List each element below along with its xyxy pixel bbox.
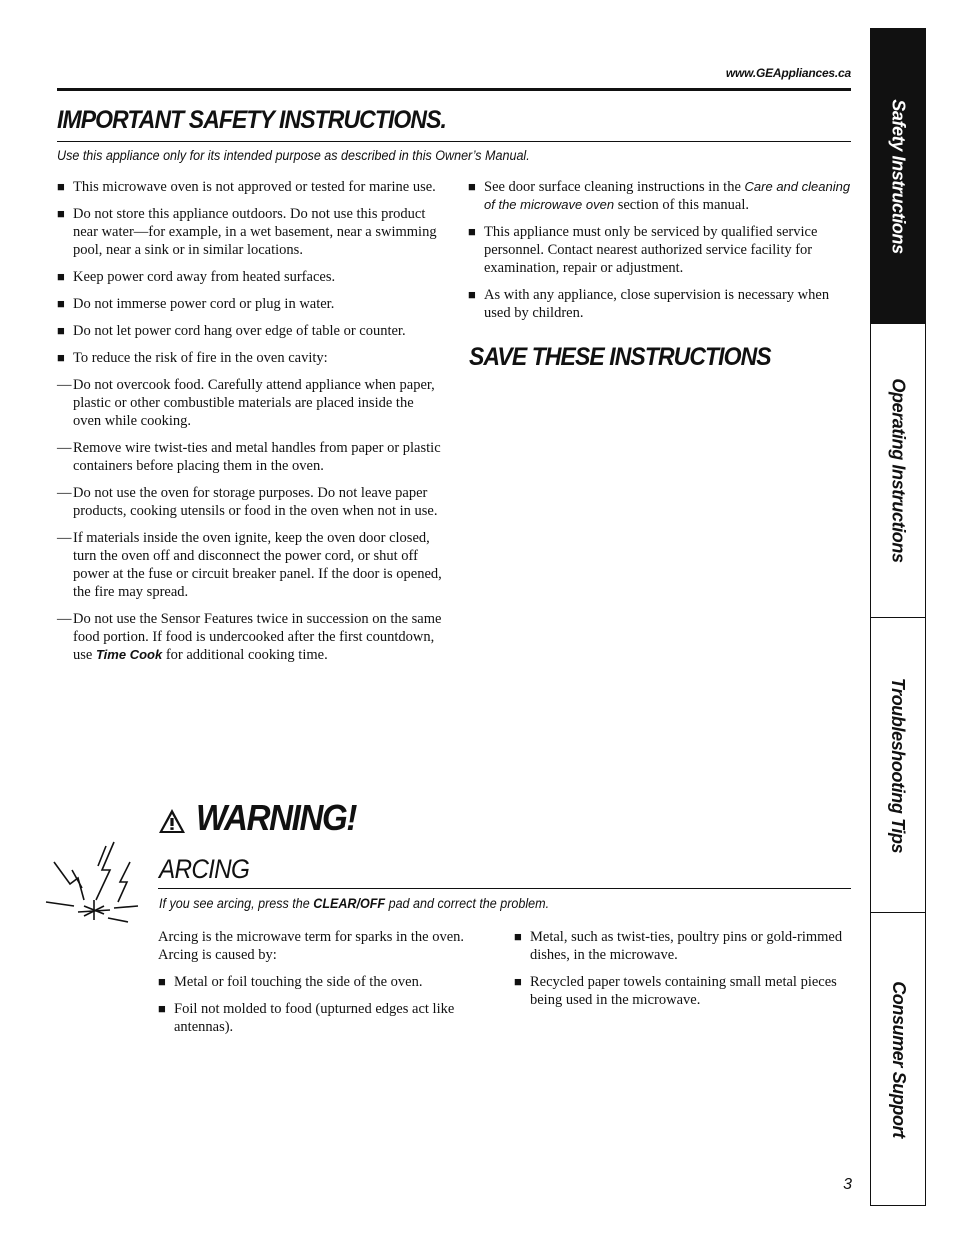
sub-list-item: — Do not use the oven for storage purposes. Do not leave paper products, cooking utensils or food in the oven when not in use. [57,485,438,519]
bullet-marker: ■ [57,296,65,311]
bullet-marker: ■ [57,179,65,194]
bullet-marker: ■ [468,287,476,302]
warning-title: WARNING! [196,797,357,838]
arcing-spark-icon [44,840,144,924]
arcing-right-column [514,928,844,1018]
dash-marker: — [57,485,72,501]
arcing-note: If you see arcing, press the CLEAR/OFF pad and correct the problem. [159,896,550,911]
tab-safety-instructions[interactable]: Safety Instructions [871,29,925,324]
bullet-marker: ■ [57,206,65,221]
website-url: www.GEAppliances.ca [725,66,851,80]
bullet-marker: ■ [158,974,166,989]
list-item: ■ Foil not molded to food (upturned edges act like antennas). [158,1001,455,1035]
arcing-rule [158,888,851,889]
dash-marker: — [57,611,72,627]
sub-list-item: — If materials inside the oven ignite, keep the oven door closed, turn the oven off and disconnect the power cord, or shut off power at the fuse or circuit breaker panel. If the door is opened, the fire may spread. [57,530,442,600]
arcing-heading: ARCING [159,854,250,884]
page-title: IMPORTANT SAFETY INSTRUCTIONS. [57,106,446,134]
sub-list-item: — Remove wire twist-ties and metal handles from paper or plastic containers before placing them in the oven. [57,440,441,474]
side-tab-bar [870,28,926,1206]
list-item: ■ As with any appliance, close supervision is necessary when used by children. [468,287,830,321]
title-rule [57,141,851,142]
list-item: ■ Metal, such as twist-ties, poultry pins or gold-rimmed dishes, in the microwave. [514,929,843,963]
tab-consumer-support[interactable]: Consumer Support [888,980,909,1138]
list-item: ■ This appliance must only be serviced by qualified service personnel. Contact nearest authorized service facility for examination, repair or adjustment. [468,224,818,276]
save-instructions-heading: SAVE THESE INSTRUCTIONS [469,343,771,371]
tab-troubleshooting-tips[interactable]: Troubleshooting Tips [871,618,925,913]
warning-triangle-icon [158,808,186,834]
clear-off-key: CLEAR/OFF [313,896,386,911]
dash-marker: — [57,530,72,546]
dash-marker: — [57,440,72,456]
bullet-marker: ■ [57,350,65,365]
page-subtitle: Use this appliance only for its intended purpose as described in this Owner’s Manual. [57,148,530,163]
list-item: ■ Metal or foil touching the side of the oven. [158,974,423,990]
bullet-marker: ■ [57,269,65,284]
bullet-marker: ■ [158,1001,166,1016]
right-column [468,178,853,331]
bullet-marker: ■ [468,179,476,194]
list-item: ■ Recycled paper towels containing small metal pieces being used in the microwave. [514,974,837,1008]
section-reference: Care and cleaning of the microwave oven [484,179,851,212]
list-item: ■ See door surface cleaning instructions in the Care and cleaning of the microwave oven section of this manual. [468,179,851,213]
sub-list-item: — Do not overcook food. Carefully attend appliance when paper, plastic or other combustible materials are placed inside the oven while cooking. [57,377,435,429]
sub-list-item-sensor: — Do not use the Sensor Features twice in succession on the same food portion. If food is undercooked after the first countdown, use Time Cook for additional cooking time. [57,611,442,663]
dash-marker: — [57,377,72,393]
page-number: 3 [843,1176,852,1193]
arcing-left-column [158,928,503,1045]
list-item: ■ Do not let power cord hang over edge of table or counter. [57,323,406,339]
list-item: ■ To reduce the risk of fire in the oven cavity: [57,350,328,366]
time-cook-key: Time Cook [95,647,163,662]
header-rule [57,88,851,91]
bullet-marker: ■ [514,929,522,944]
list-item: ■ Do not store this appliance outdoors. Do not use this product near water—for example, in a wet basement, near a swimming pool, near a sink or in similar locations. [57,206,437,258]
list-item: ■ Do not immerse power cord or plug in water. [57,296,335,312]
arcing-intro: Arcing is the microwave term for sparks in the oven. Arcing is caused by: [158,929,465,963]
bullet-marker: ■ [468,224,476,239]
list-item: ■ This microwave oven is not approved or tested for marine use. [57,179,436,195]
bullet-marker: ■ [57,323,65,338]
bullet-marker: ■ [514,974,522,989]
left-column [57,178,442,673]
list-item: ■ Keep power cord away from heated surfaces. [57,269,336,285]
tab-operating-instructions[interactable]: Operating Instructions [871,324,925,618]
